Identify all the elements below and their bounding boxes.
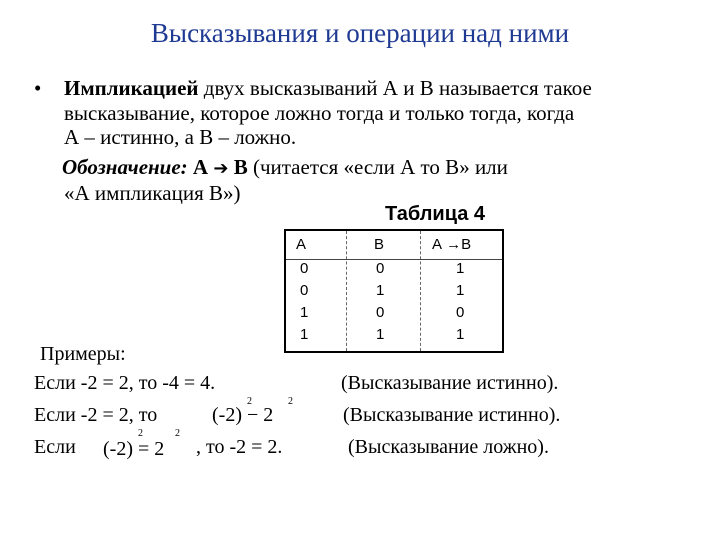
table-cell: 0	[376, 260, 385, 277]
table-cell: 1	[376, 282, 385, 299]
table-cell: 1	[300, 326, 309, 343]
example-3-note: (Высказывание ложно).	[348, 436, 549, 458]
notation-line-1	[62, 155, 508, 181]
table-cell: 1	[456, 282, 465, 299]
example-3-formula: (-2) = 2	[103, 438, 165, 460]
example-2: Если -2 = 2, то	[34, 404, 158, 426]
example-3: Если	[34, 436, 76, 458]
notation-b: В	[228, 155, 248, 179]
table-header-implication: А →В	[432, 236, 472, 253]
table-cell: 1	[300, 304, 309, 321]
truth-table	[284, 229, 504, 353]
definition-line-2: высказывание, которое ложно тогда и только тогда, когда	[64, 101, 575, 125]
notation-rest-1: (читается «если А то В» или	[247, 155, 508, 179]
example-1: Если -2 = 2, то -4 = 4.	[34, 372, 216, 394]
table-cell: 0	[376, 304, 385, 321]
table-cell: 1	[376, 326, 385, 343]
notation-label: Обозначение:	[62, 155, 188, 179]
definition-line-3: А – истинно, а В – ложно.	[64, 125, 297, 149]
examples-heading: Примеры:	[40, 343, 126, 365]
table-cell: 0	[456, 304, 465, 321]
example-2-formula: (-2) − 2	[212, 404, 274, 426]
example-3-exponent: 2	[138, 428, 143, 439]
table-cell: 0	[300, 282, 309, 299]
notation-a: А	[187, 155, 214, 179]
notation-line-2: «А импликация В»)	[64, 181, 241, 205]
slide-title: Высказывания и операции над ними	[150, 18, 570, 48]
table-header-a: А	[296, 236, 307, 253]
definition-line-1	[64, 76, 592, 101]
table-header-b: В	[374, 236, 385, 253]
definition-term: Импликацией	[64, 76, 199, 100]
example-3-conclusion: , то -2 = 2.	[196, 436, 283, 458]
table-cell: 1	[456, 326, 465, 343]
example-2-exponent: 2	[288, 396, 293, 407]
implication-arrow-icon: ➔	[213, 158, 229, 179]
table-header-rule	[286, 259, 502, 260]
table-cell: 1	[456, 260, 465, 277]
example-3-exponent: 2	[175, 428, 180, 439]
example-2-exponent: 2	[247, 396, 252, 407]
table-caption: Таблица 4	[385, 203, 486, 225]
example-1-note: (Высказывание истинно).	[341, 372, 559, 394]
bullet-marker: •	[34, 76, 42, 100]
example-2-note: (Высказывание истинно).	[343, 404, 561, 426]
definition-line-1-rest: двух высказываний А и В называется такое	[198, 76, 592, 100]
table-cell: 0	[300, 260, 309, 277]
